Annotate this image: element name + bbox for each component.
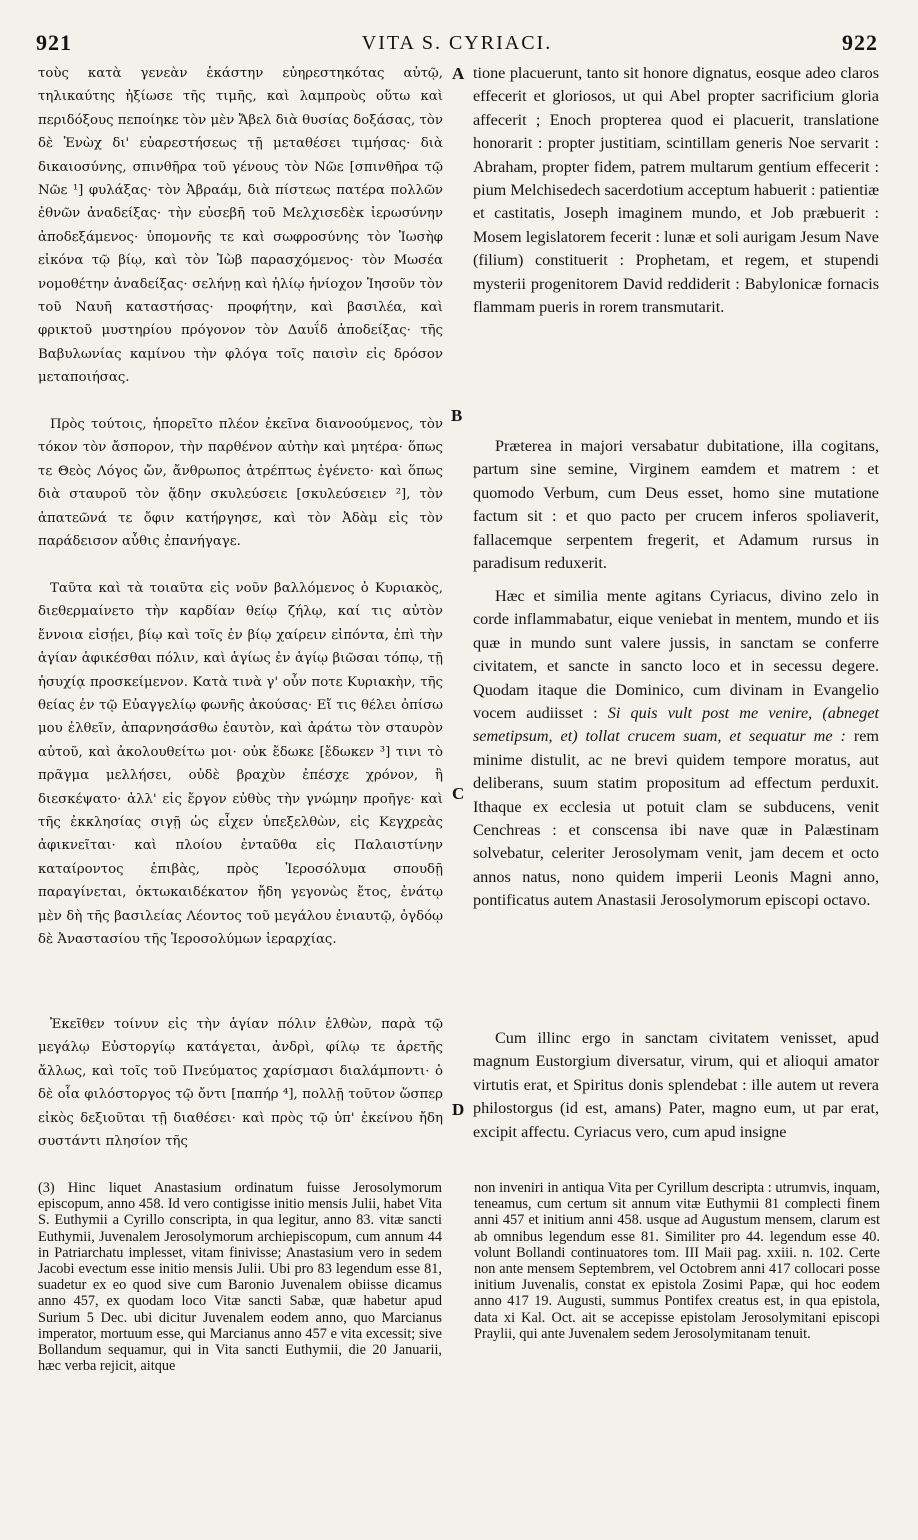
page-header xyxy=(36,30,878,60)
footnote-right-text: non inveniri in antiqua Vita per Cyrillum descripta : utrumvis, inquam, teneamus, cum certum sit annum vitæ Euthymii 81 complecti finem anni 457 et initium anni 458. usque ad Augustum mensem, clarum est ab omnibus legendum esse 81. Similiter pro 44. legendum esse 40. volunt Bollandi continuatores tom. III Maii pag. xxiii. n. 102. Certe non ante mensem Septembrem, vel Octobrem anni 417 collocari posse initium Juvenalis, constat ex epistola Zosimi Papæ, qui hoc eodem anno 417 19. Augusti, summus Pontifex creatus est, in qua epistola, data xi Kal. Oct. ait se accepisse epistolam Jerosolymitani episcopi Praylii, qui ante Juvenalem sedem Jerosolymitanam tenuit. xyxy=(474,1180,880,1342)
latin-paragraph-2: Præterea in majori versabatur dubitatione, illa cogitans, partum sine semine, Virginem eamdem et matrem : et quomodo Verbum, cum Deus esset, homo sine mutatione factum sit : et quo pacto per crucem inferos spoliaverit, fallacemque serpentem fregerit, et Adamum rursus in paradisum reduxerit. xyxy=(473,437,879,573)
greek-column-4 xyxy=(38,1013,443,1153)
latin-paragraph-3-end: rem minime distulit, ac ne brevi quidem tempore moratus, aut deliberans, suum statim propositum ad effectum perduxit. Ithaque ex ecclesia ut potuit clam se subducens, venit Cenchreas : et conscensa ibi nave quæ in Palæstinam solvebatur, celeriter Jerosolymam venit, jam decem et octo annos natus, nono quidem imperii Leonis Magni anno, pontificatus autem Anastasii Jerosolymorum episcopi octavo. xyxy=(473,727,880,910)
latin-paragraph-4: Cum illinc ergo in sanctam civitatem venisset, apud magnum Eustorgium diversatur, virum, qui et alioqui amator virtutis erat, et Spiritus donis splendebat : ille autem ut revera philostorgus (id est, amans) Pater, magno eum, ut par erat, excipit affectu. Cyriacus vero, cum apud insigne xyxy=(473,1029,879,1141)
latin-paragraph-1: tione placuerunt, tanto sit honore dignatus, eosque adeo claros effecerit et gloriosos, ut qui Abel propter sacrificium gloria affecerit ; Enoch propterea quod ei placuerit, translatione honorarit : propter justitiam, scintillam generis Noe servarit : Abraham, propter fidem, patrem multarum gentium effecerit : pium Melchisedech sacerdotium acceptum habuerit : patientiæ et castitatis, Joseph imaginem mundo, et Job præbuerit : Mosem legislatorem fecerit : lunæ et soli aurigam Jesum Nave (filium) constituerit : Prophetam, et regem, et stupendi mysterii progenitorem David reddiderit : Babylonicæ fornacis flammam pueris in rorem transmutarit. xyxy=(473,64,879,317)
greek-paragraph-3: Ταῦτα καὶ τὰ τοιαῦτα εἰς νοῦν βαλλόμενος ὁ Κυριακὸς, διεθερμαίνετο τὴν καρδίαν θείῳ ζήλῳ, καί τις αὐτὸν ἔννοια εἰσῄει, βίῳ καὶ τοῖς ἐν βίῳ χαίρειν εἰπόντα, ἐπὶ τὴν ἁγίαν ἀφικέσθαι πόλιν, καὶ ἁγίως ἐν ἁγίῳ βιῶσαι τόπῳ, τῇ ἡσυχίᾳ προσκείμενον. Κατὰ τινὰ γ' οὖν ποτε Κυριακὴν, τῆς θείας ἐν τῷ Εὐαγγελίῳ φωνῆς ἀκούσας· Εἴ τις θέλει ὀπίσω μου ἐλθεῖν, ἀπαρνησάσθω ἑαυτὸν, καὶ ἀράτω τὸν σταυρὸν αὐτοῦ, καὶ ἀκολουθείτω μοι· οὐκ ἔδωκε [ἔδωκεν ³] τινι τὸ πρᾶγμα μελλήσει, οὐδὲ βραχὺν ἐπέσχε χρόνον, ἢ διεσκέψατο· ἀλλ' εἰς ἔργον εὐθὺς τὴν γνώμην προῆγε· καὶ τῆς ἐκκλησίας σιγῇ ὡς εἶχεν ὑπεξελθὼν, εἰς Κεγχρεὰς ἀφικνεῖται· καὶ πλοίου ἐνταῦθα εἰς Παλαιστίνην καταίροντος ἐπιβὰς, πρὸς Ἱεροσόλυμα σπουδῇ παραγίνεται, ὀκτωκαιδέκατον ἤδη γεγονὼς ἔτος, ἐνάτῳ μὲν δὴ τῆς βασιλείας Λέοντος τοῦ μεγάλου ἐνιαυτῷ, ὀγδόῳ δὲ Ἀναστασίου τῆς Ἱεροσολύμων ἱεραρχίας. xyxy=(38,581,443,948)
page-number-left: 921 xyxy=(36,30,72,55)
gospel-quote: Si quis vult post me venire, (abneget semetipsum, et) tollat crucem suam, et sequatur me : xyxy=(473,704,880,746)
section-marker-d: D xyxy=(452,1100,465,1119)
footnote-left-text: (3) Hinc liquet Anastasium ordinatum fuisse Jerosolymorum episcopum, anno 458. Id vero contigisse initio mensis Julii, habet Vita S. Euthymii a Cyrillo conscripta, in qua legitur, anno 83. vitæ sancti Euthymii, Juvenalem Jerosolymorum archiepiscopum, cum annum 44 in Patriarchatu implesset, vitam finivisse; Anastasium vero in sedem Jacobi evectum esse initio mensis Julii. Ubi pro 83 legendum esse 81, suadetur ex eo quod sive cum Baronio Juvenalem obiisse dicamus anno 457, ex quodam loco Vitæ sancti Sabæ, quæ habetur apud Surium 5 Dec. ubi dicitur Juvenalem eodem anno, quo Marcianus imperator, mortuum esse, qui Marcianus anno 457 e vita excessit; sive Bollandum sequamur, qui in Vita sancti Euthymii, die 20 Januarii, hæc verba rejicit, aitque xyxy=(38,1180,442,1375)
latin-column-2 xyxy=(473,435,879,575)
greek-paragraph-1: τοὺς κατὰ γενεὰν ἑκάστην εὐηρεστηκότας αὐτῷ, τηλικαύτης ἠξίωσε τῆς τιμῆς, καὶ λαμπροὺς οὕτω καὶ περιδόξους πεποίηκε τὸν μὲν Ἄβελ διὰ θυσίας δοξάσας, τὸν δὲ Ἐνὼχ δι' εὐαρεστήσεως τῇ μεταθέσει τιμήσας· διὰ δικαιοσύνης, σπινθῆρα τοῦ γένους τὸν Νῶε [σπινθῆρα τῷ Νῶε ¹] φυλάξας· τὸν Ἀβραάμ, διὰ πίστεως πατέρα πολλῶν ἐθνῶν ἀναδείξας· τὴν εὐσεβῆ τοῦ Μελχισεδὲκ ἱερωσύνην ἀποδεξάμενος· ὑπομονῆς τε καὶ σωφροσύνης τὸν Ἰωσὴφ εἰκόνα τῷ βίῳ, καὶ τὸν Ἰὼβ παρασχόμενος· τὸν Μωσέα νομοθέτην ἀναδείξας· σελήνῃ καὶ ἡλίῳ ἡνίοχον Ἰησοῦν τὸν τοῦ Ναυῆ καταστήσας· προφήτην, καὶ βασιλέα, καὶ φρικτοῦ μυστηρίου πρόγονον τὸν Δαυΐδ ἀποδείξας· τῆς Βαβυλωνίας καμίνου τὴν φλόγα τοῖς παισὶν εἰς δρόσον μεταποιήσας. xyxy=(38,66,443,386)
footnote-right xyxy=(474,1180,880,1342)
latin-column-1 xyxy=(473,62,879,319)
greek-column-2 xyxy=(38,413,443,553)
section-marker-a: A xyxy=(452,64,465,83)
greek-column-3 xyxy=(38,577,443,952)
latin-column-3 xyxy=(473,585,879,913)
latin-paragraph-3 xyxy=(473,585,879,913)
page-number-right: 922 xyxy=(842,30,878,55)
section-marker-c: C xyxy=(452,784,465,803)
running-title: VITA S. CYRIACI. xyxy=(361,32,553,54)
latin-paragraph-3-start: Hæc et similia mente agitans Cyriacus, divino zelo in corde inflammabatur, eique veniebat in mentem, mundo et iis quæ in mundo sunt valere jussis, in sanctam se conferre civitatem, et sancte in sancto loco et in secessu degere. Quodam itaque die Dominico, cum divinam in Evangelio vocem audiisset : xyxy=(473,587,879,723)
section-marker-b: B xyxy=(451,406,463,425)
footnote-left xyxy=(38,1180,442,1374)
latin-column-4 xyxy=(473,1027,879,1144)
greek-paragraph-4: Ἐκεῖθεν τοίνυν εἰς τὴν ἁγίαν πόλιν ἐλθὼν, παρὰ τῷ μεγάλῳ Εὐστοργίῳ κατάγεται, ἀνδρὶ, φίλῳ τε ἀρετῆς ἄλλως, καὶ τοῖς τοῦ Πνεύματος χαρίσμασι διαλάμποντι· ὁ δὲ οἷα φιλόστοργος τῷ ὄντι [παπήρ ⁴], πολλῇ τοῦτον ὥσπερ εἰκὸς δεξιοῦται τῇ διαθέσει· καὶ πρὸς τῷ ὑπ' ἐκείνου ἤδη συστάντι πλησίον τῆς xyxy=(38,1017,443,1150)
greek-paragraph-2: Πρὸς τούτοις, ἠπορεῖτο πλέον ἐκεῖνα διανοούμενος, τὸν τόκον τὸν ἄσπορον, τὴν παρθένον αὐτὴν καὶ μητέρα· ὅπως τε Θεὸς Λόγος ὤν, ἄνθρωπος ἀτρέπτως ἐγένετο· καὶ ὅπως διὰ σταυροῦ τὸν ᾅδην σκυλεύσειε [σκυλεύσειεν ²], τὸν ἀπατεῶνά τε ὄφιν κατήργησε, καὶ τὸν Ἀδὰμ εἰς τὸν παράδεισον αὖθις ἐπανήγαγε. xyxy=(38,417,443,550)
greek-column-1 xyxy=(38,62,443,390)
